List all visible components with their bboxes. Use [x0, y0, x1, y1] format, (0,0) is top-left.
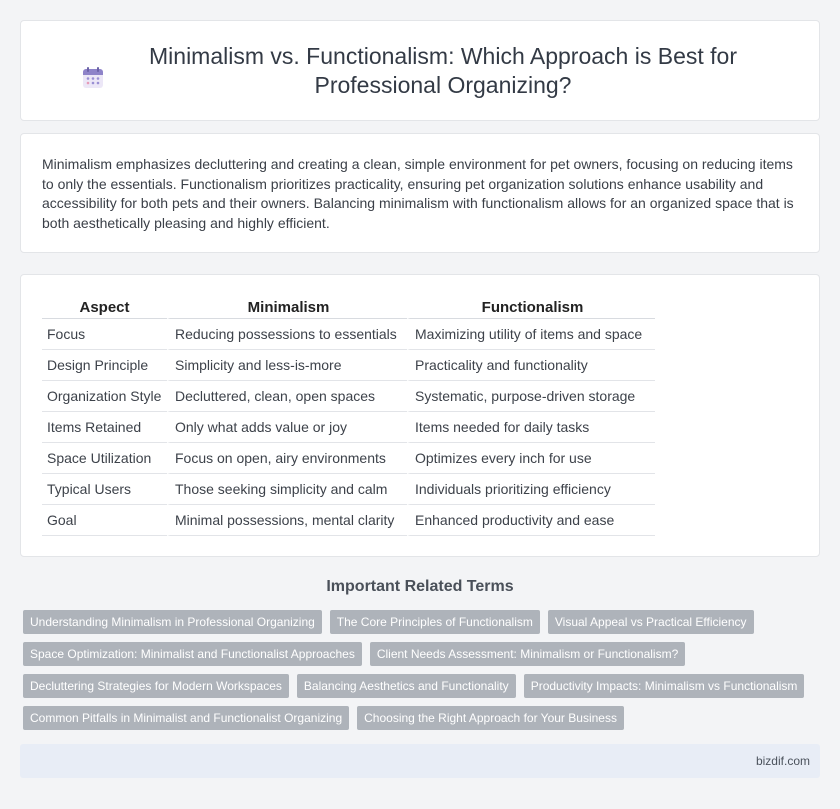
- table-row: [42, 474, 655, 505]
- related-terms-title: Important Related Terms: [326, 578, 514, 595]
- header-functionalism: Functionalism: [407, 296, 655, 319]
- footer: [20, 744, 820, 778]
- title-wrap: [81, 42, 759, 100]
- cell-functionalism: Systematic, purpose-driven storage: [407, 381, 655, 412]
- cell-functionalism: Items needed for daily tasks: [407, 412, 655, 443]
- cell-functionalism: Maximizing utility of items and space: [407, 319, 655, 350]
- related-terms-list: [23, 610, 823, 730]
- related-term-tag[interactable]: Productivity Impacts: Minimalism vs Functionalism: [524, 674, 805, 698]
- cell-aspect: Typical Users: [42, 474, 167, 505]
- cell-minimalism: Only what adds value or joy: [167, 412, 407, 443]
- page-title: Minimalism vs. Functionalism: Which Approach is Best for Professional Organizing?: [149, 42, 737, 98]
- cell-minimalism: Minimal possessions, mental clarity: [167, 505, 407, 536]
- site-link[interactable]: bizdif.com: [755, 754, 810, 768]
- header-card: [20, 20, 820, 121]
- cell-functionalism: Practicality and functionality: [407, 350, 655, 381]
- table-row: [42, 443, 655, 474]
- cell-minimalism: Decluttered, clean, open spaces: [167, 381, 407, 412]
- comparison-card: [20, 274, 820, 557]
- comparison-table: [42, 296, 655, 536]
- calendar-icon: [81, 66, 105, 90]
- cell-minimalism: Reducing possessions to essentials: [167, 319, 407, 350]
- cell-functionalism: Enhanced productivity and ease: [407, 505, 655, 536]
- table-row: [42, 412, 655, 443]
- intro-card: [20, 133, 820, 253]
- related-term-tag[interactable]: The Core Principles of Functionalism: [330, 610, 540, 634]
- cell-functionalism: Optimizes every inch for use: [407, 443, 655, 474]
- related-term-tag[interactable]: Common Pitfalls in Minimalist and Functionalist Organizing: [23, 706, 349, 730]
- cell-aspect: Organization Style: [42, 381, 167, 412]
- table-header-row: [42, 296, 655, 319]
- cell-minimalism: Focus on open, airy environments: [167, 443, 407, 474]
- cell-minimalism: Simplicity and less-is-more: [167, 350, 407, 381]
- header-aspect: Aspect: [42, 296, 167, 319]
- related-term-tag[interactable]: Balancing Aesthetics and Functionality: [297, 674, 516, 698]
- cell-aspect: Space Utilization: [42, 443, 167, 474]
- related-term-tag[interactable]: Client Needs Assessment: Minimalism or Functionalism?: [370, 642, 685, 666]
- related-term-tag[interactable]: Visual Appeal vs Practical Efficiency: [548, 610, 754, 634]
- table-row: [42, 381, 655, 412]
- intro-text: Minimalism emphasizes decluttering and creating a clean, simple environment for pet owners, focusing on reducing items to only the essentials. Functionalism prioritizes practicality, ensuring pet organization solutions enhance usability and accessibility for both pets and their owners. Balancing minimalism with functionalism allows for an organized space that is both aesthetically pleasing and highly efficient.: [42, 156, 794, 231]
- cell-aspect: Goal: [42, 505, 167, 536]
- related-term-tag[interactable]: Choosing the Right Approach for Your Business: [357, 706, 624, 730]
- table-row: [42, 505, 655, 536]
- cell-minimalism: Those seeking simplicity and calm: [167, 474, 407, 505]
- related-term-tag[interactable]: Decluttering Strategies for Modern Workspaces: [23, 674, 289, 698]
- related-term-tag[interactable]: Understanding Minimalism in Professional Organizing: [23, 610, 322, 634]
- cell-aspect: Items Retained: [42, 412, 167, 443]
- cell-aspect: Focus: [42, 319, 167, 350]
- cell-aspect: Design Principle: [42, 350, 167, 381]
- cell-functionalism: Individuals prioritizing efficiency: [407, 474, 655, 505]
- table-row: [42, 350, 655, 381]
- table-row: [42, 319, 655, 350]
- header-minimalism: Minimalism: [167, 296, 407, 319]
- related-term-tag[interactable]: Space Optimization: Minimalist and Functionalist Approaches: [23, 642, 362, 666]
